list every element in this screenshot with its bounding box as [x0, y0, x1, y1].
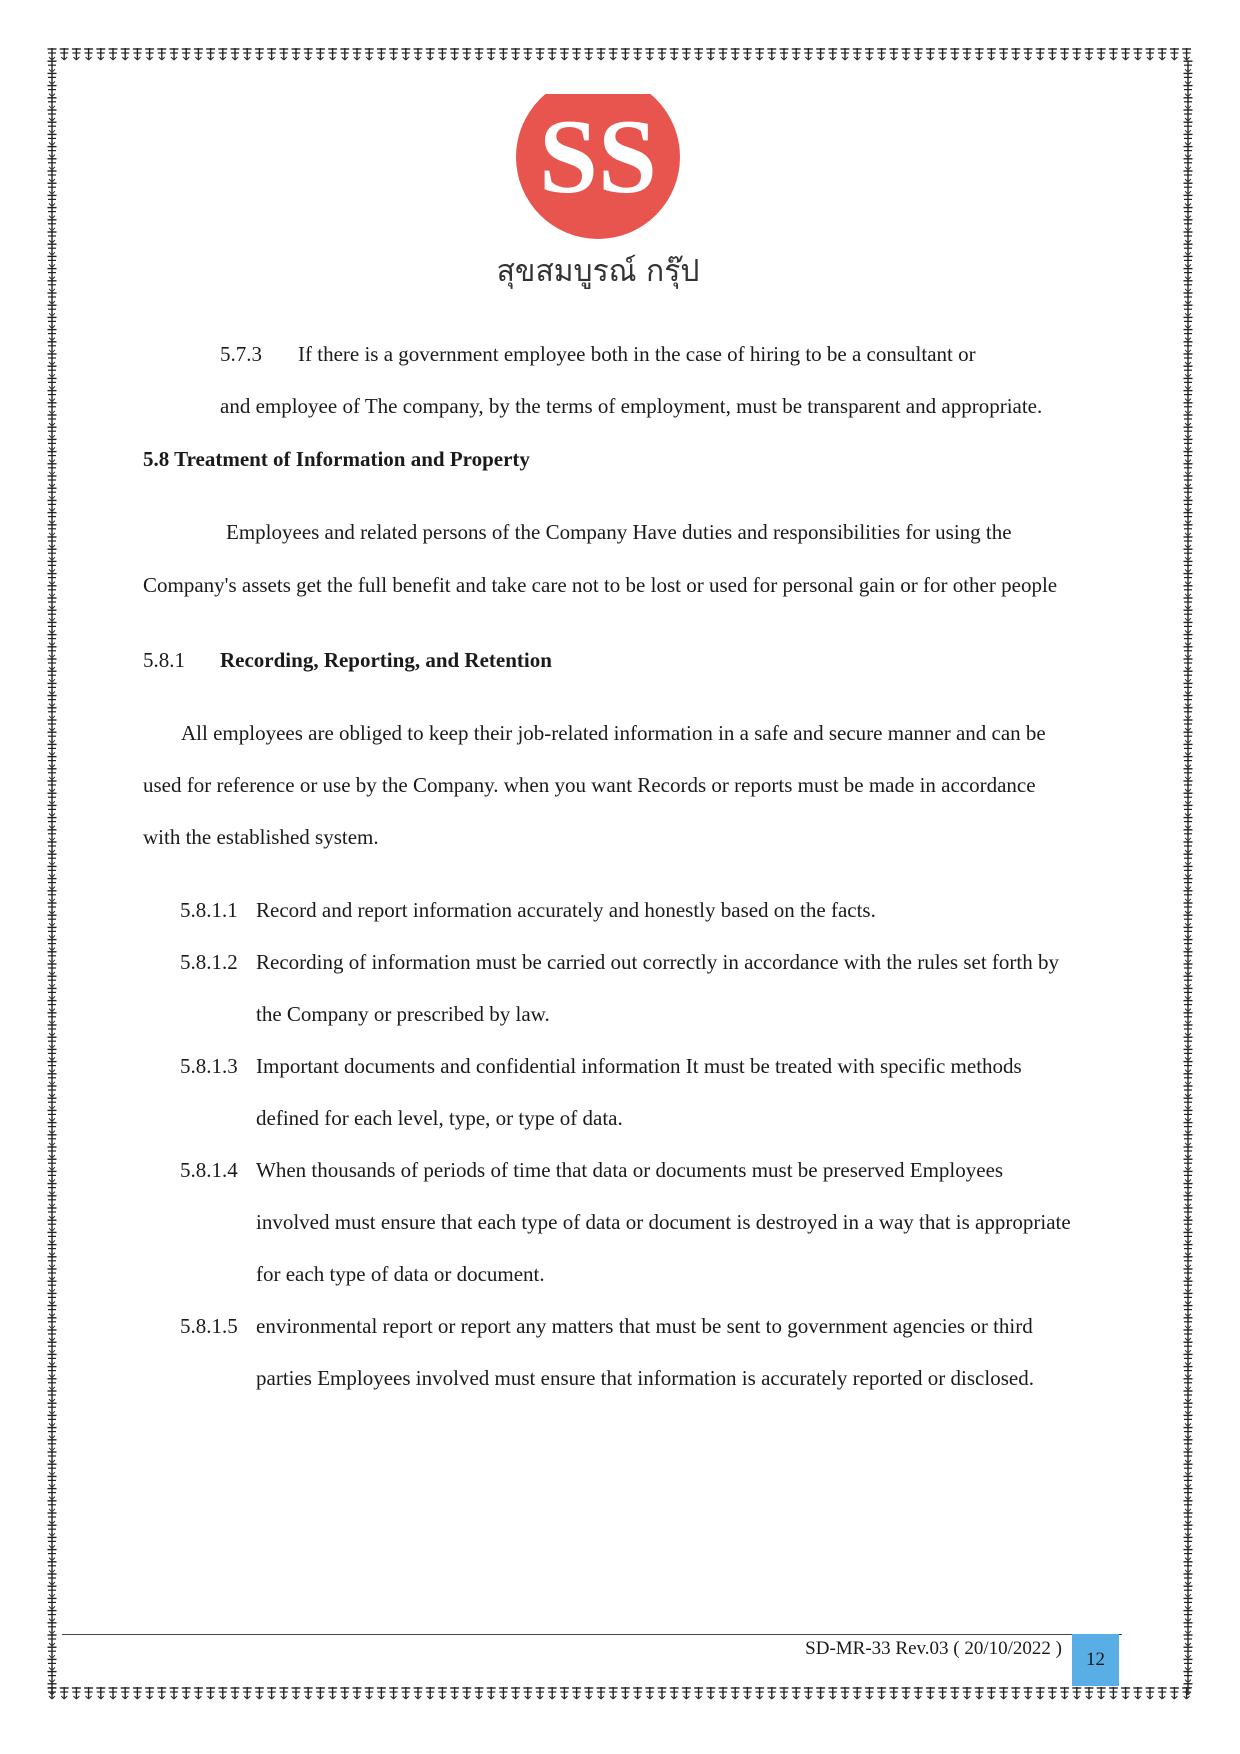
paragraph-line: and employee of The company, by the terms of employment, must be transparent and appropriate.: [220, 394, 1043, 418]
list-item-text: Recording of information must be carried out correctly in accordance with the rules set forth by: [256, 950, 1059, 974]
list-item-number: 5.8.1.2: [180, 950, 238, 974]
ss-logo-icon: [513, 94, 683, 264]
paragraph-line: used for reference or use by the Company. when you want Records or reports must be made in accordance: [143, 773, 1036, 797]
subsection-number: 5.8.1: [143, 648, 185, 672]
paragraph-line: If there is a government employee both in the case of hiring to be a consultant or: [298, 342, 976, 366]
section-heading: 5.8 Treatment of Information and Property: [143, 447, 530, 471]
list-item-number: 5.8.1.1: [180, 898, 238, 922]
list-item-text: Important documents and confidential information It must be treated with specific methods: [256, 1054, 1022, 1078]
list-item-text: involved must ensure that each type of data or document is destroyed in a way that is appropriate: [256, 1210, 1071, 1234]
company-name: สุขสมบูรณ์ กรุ๊ป: [496, 254, 700, 289]
subsection-heading: Recording, Reporting, and Retention: [220, 648, 552, 672]
list-item-text: the Company or prescribed by law.: [256, 1002, 550, 1026]
item-number: 5.7.3: [220, 342, 262, 366]
list-item-text: parties Employees involved must ensure that information is accurately reported or disclosed.: [256, 1366, 1034, 1390]
paragraph-line: Employees and related persons of the Company Have duties and responsibilities for using the: [226, 520, 1012, 544]
logo-letters: SS: [539, 98, 657, 215]
list-item-text: When thousands of periods of time that data or documents must be preserved Employees: [256, 1158, 1004, 1182]
paragraph-line: Company's assets get the full benefit and take care not to be lost or used for personal gain or for other people: [143, 573, 1058, 597]
paragraph-line: with the established system.: [143, 825, 379, 849]
list-item-text: environmental report or report any matters that must be sent to government agencies or third: [256, 1314, 1033, 1338]
list-item-text: Record and report information accurately and honestly based on the facts.: [256, 898, 876, 922]
page-number: 12: [1072, 1634, 1119, 1686]
list-item-number: 5.8.1.4: [180, 1158, 238, 1182]
list-item-text: for each type of data or document.: [256, 1262, 545, 1286]
document-code: SD-MR-33 Rev.03 ( 20/10/2022 ): [805, 1638, 1062, 1659]
paragraph-line: All employees are obliged to keep their job-related information in a safe and secure manner and can be: [181, 721, 1046, 745]
list-item-text: defined for each level, type, or type of data.: [256, 1106, 623, 1130]
list-item-number: 5.8.1.5: [180, 1314, 238, 1338]
list-item-number: 5.8.1.3: [180, 1054, 238, 1078]
